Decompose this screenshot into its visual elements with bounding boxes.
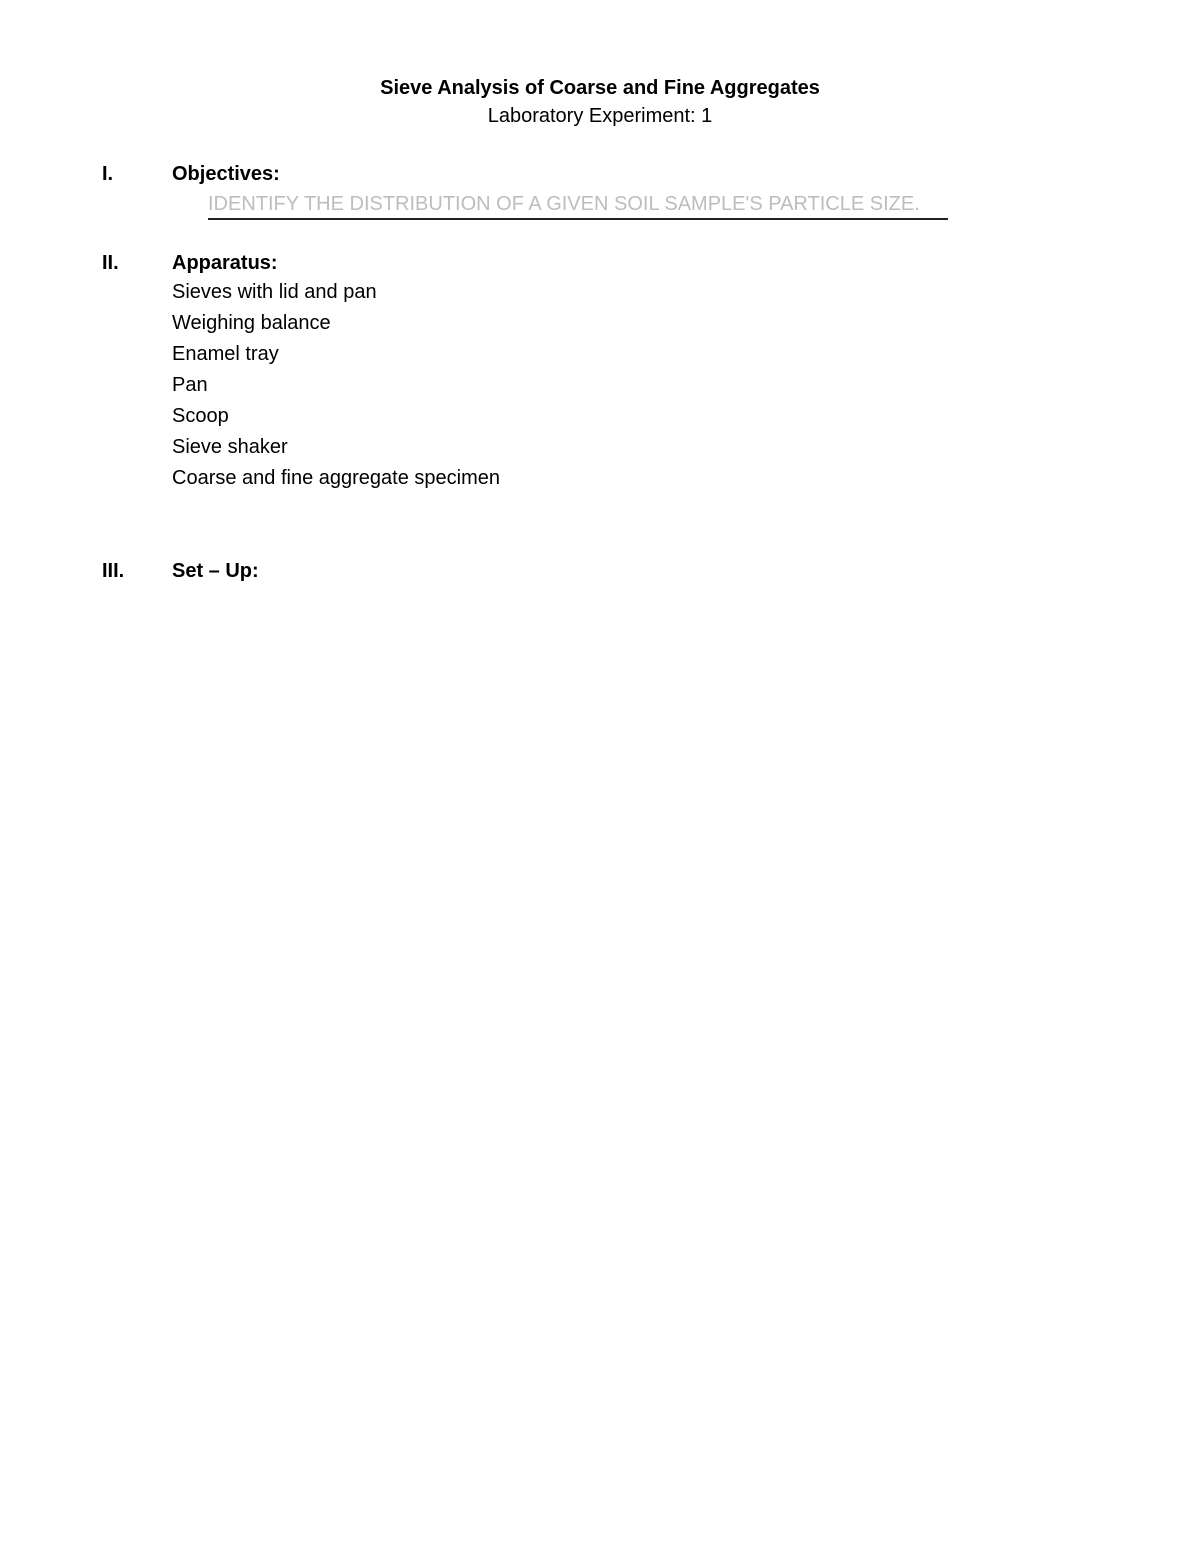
document-subtitle: Laboratory Experiment: 1 <box>487 105 713 127</box>
section-numeral: II. <box>102 252 119 274</box>
section-objectives <box>102 160 1102 220</box>
list-item: Coarse and fine aggregate specimen <box>172 467 500 489</box>
section-numeral: III. <box>102 560 125 582</box>
document-title: Sieve Analysis of Coarse and Fine Aggregates <box>380 77 820 99</box>
section-apparatus <box>102 249 1102 499</box>
apparatus-list <box>172 277 500 494</box>
section-heading: Objectives: <box>172 163 280 185</box>
objective-text: IDENTIFY THE DISTRIBUTION OF A GIVEN SOIL SAMPLE'S PARTICLE SIZE. <box>208 190 948 220</box>
list-item: Sieve shaker <box>172 436 288 458</box>
section-heading: Apparatus: <box>172 252 278 274</box>
section-setup <box>102 557 1102 587</box>
list-item: Scoop <box>172 405 229 427</box>
list-item: Enamel tray <box>172 343 279 365</box>
list-item: Weighing balance <box>172 312 331 334</box>
list-item: Pan <box>172 374 208 396</box>
section-heading: Set – Up: <box>172 560 259 582</box>
section-numeral: I. <box>102 163 114 185</box>
list-item: Sieves with lid and pan <box>172 281 377 303</box>
